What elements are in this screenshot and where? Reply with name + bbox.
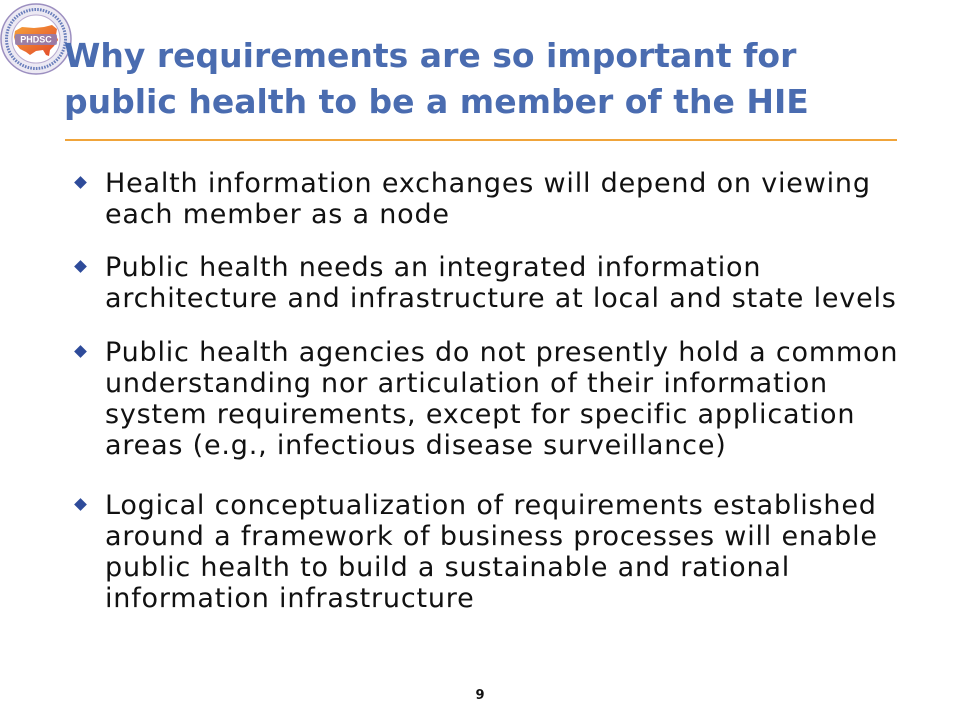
bullet-line: architecture and infrastructure at local and state levels — [105, 283, 897, 314]
bullet-line: Public health agencies do not presently hold a common — [105, 337, 899, 368]
slide-title-line-2: public health to be a member of the HIE — [64, 82, 809, 121]
bullet-line: around a framework of business processes will enable — [105, 521, 878, 552]
diamond-bullet-icon — [74, 498, 87, 511]
diamond-bullet-icon — [74, 176, 87, 189]
bullet-line: areas (e.g., infectious disease surveillance) — [105, 430, 727, 461]
bullet-line: information infrastructure — [105, 583, 475, 614]
slide-title — [64, 33, 944, 125]
bullet-line: Logical conceptualization of requirements established — [105, 490, 877, 521]
title-underline-rule — [65, 139, 897, 141]
bullet-item — [74, 337, 934, 461]
bullet-item — [74, 252, 934, 314]
bullet-line: public health to build a sustainable and rational — [105, 552, 791, 583]
bullet-text — [105, 252, 934, 314]
page-number: 9 — [475, 688, 485, 703]
bullet-item — [74, 490, 934, 614]
bullet-line: Health information exchanges will depend on viewing — [105, 168, 871, 199]
bullet-line: system requirements, except for specific application — [105, 399, 856, 430]
bullet-item — [74, 168, 934, 230]
bullet-text — [105, 490, 934, 614]
diamond-bullet-icon — [74, 260, 87, 273]
bullet-line: understanding nor articulation of their information — [105, 368, 828, 399]
bullet-line: Public health needs an integrated information — [105, 252, 762, 283]
bullet-line: each member as a node — [105, 199, 450, 230]
bullet-text — [105, 168, 934, 230]
slide-title-line-1: Why requirements are so important for — [64, 36, 797, 75]
bullet-text — [105, 337, 934, 461]
diamond-bullet-icon — [74, 345, 87, 358]
logo-text: PHDSC — [20, 34, 52, 45]
